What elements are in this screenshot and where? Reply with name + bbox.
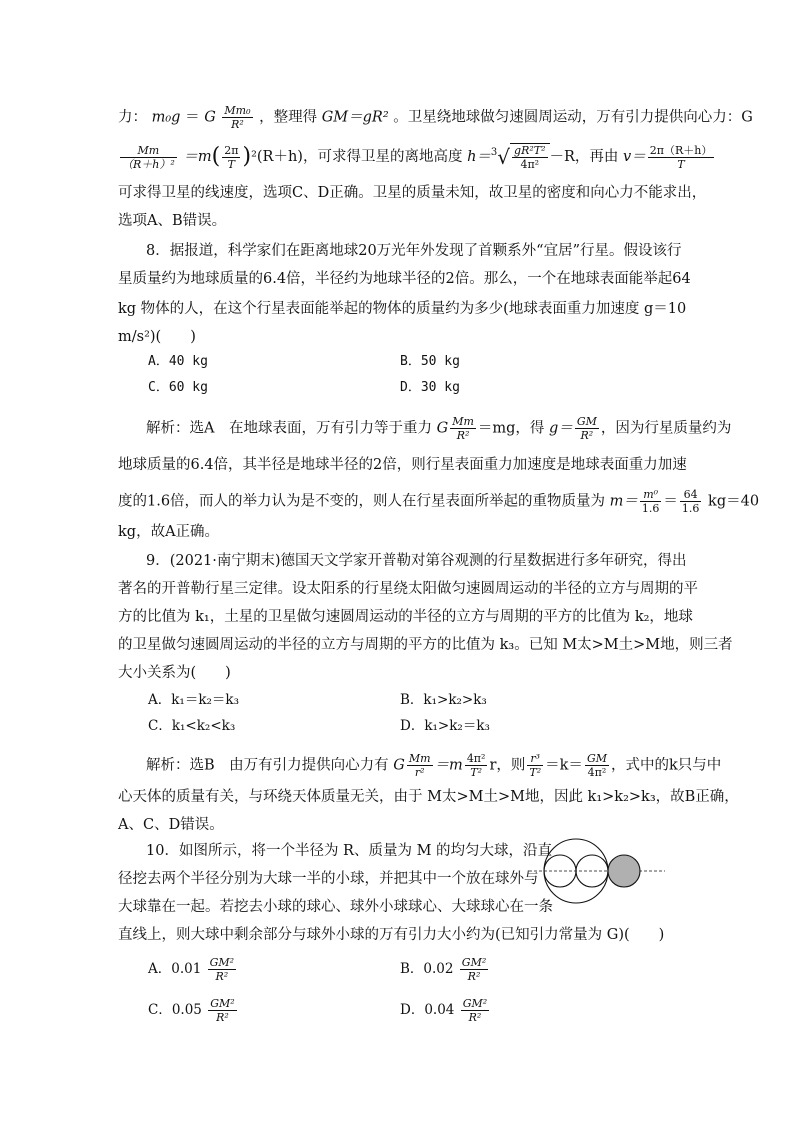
text: 度的1.6倍，而人的举力认为是不变的，则人在行星表面所举起的重物质量为 xyxy=(118,493,606,510)
q8-line-2: 星质量约为地球质量的6.4倍，半径约为地球半径的2倍。那么，一个在地球表面能举起64 xyxy=(118,271,691,287)
fraction-numerator: 64 xyxy=(680,488,702,502)
fraction xyxy=(527,752,543,779)
q10-option-b xyxy=(400,956,490,983)
fraction xyxy=(585,752,609,779)
text: ，因为行星质量约为 xyxy=(600,420,732,437)
text: ＝mg，得 xyxy=(477,420,545,437)
fraction-denominator: T² xyxy=(470,766,482,779)
q10-line-2: 径挖去两个半径分别为大球一半的小球，并把其中一个放在球外与 xyxy=(118,871,539,887)
fraction-numerator: m⁰ xyxy=(640,488,662,502)
option-value: D．0.04 xyxy=(400,1002,455,1018)
q10-option-d xyxy=(400,997,491,1024)
q8-solution-line-3 xyxy=(118,488,759,515)
q8-line-3: kg 物体的人，在这个行星表面能举起的物体的质量约为多少(地球表面重力加速度 g＝10 xyxy=(118,301,687,317)
q10-option-a xyxy=(148,956,238,983)
fraction-numerator: Mm₀ xyxy=(224,104,251,117)
text: ，式中的k只与中 xyxy=(611,757,722,774)
fraction xyxy=(640,488,662,515)
fraction-denominator: R² xyxy=(580,429,594,442)
fraction-denominator: T xyxy=(227,157,236,171)
text: ＝ xyxy=(663,493,678,510)
q8-solution-line-4: kg，故A正确。 xyxy=(118,524,220,540)
fraction xyxy=(208,956,236,983)
fraction-denominator: r² xyxy=(414,766,425,779)
root-sign: √ xyxy=(497,145,511,169)
fraction-denominator: R² xyxy=(216,1011,229,1024)
q9-line-5: 大小关系为( ) xyxy=(118,665,231,681)
text: ＝k＝ xyxy=(545,757,583,774)
fraction xyxy=(450,415,476,442)
fraction-denominator: R² xyxy=(468,1011,482,1024)
fraction-denominator: R² xyxy=(456,429,470,442)
fraction xyxy=(575,415,599,442)
text: ＝ xyxy=(185,109,200,126)
fraction-denominator: T xyxy=(677,157,685,171)
fraction-numerator: GM xyxy=(586,752,607,765)
fraction-numerator: 2π（R＋h） xyxy=(649,143,713,157)
q9-option-c: C．k₁<k₂<k₃ xyxy=(148,718,236,734)
fraction-numerator: Mm xyxy=(120,144,177,158)
formula-G: G xyxy=(204,109,216,126)
option-value: C．0.05 xyxy=(148,1002,202,1018)
q8-option-d: D．30 kg xyxy=(400,380,460,395)
option-value: A．0.01 xyxy=(148,961,202,977)
fraction xyxy=(648,144,715,171)
formula-G: G xyxy=(393,757,405,774)
q8-solution-line-2: 地球质量的6.4倍，其半径是地球半径的2倍，则行星表面重力加速度是地球表面重力加速 xyxy=(118,457,687,473)
text: ＝m xyxy=(434,757,463,774)
fraction xyxy=(680,488,702,515)
q9-solution-line-1 xyxy=(146,752,721,779)
fraction-denominator: 4π² xyxy=(587,766,607,779)
formula-m0g: m₀g xyxy=(151,109,181,126)
formula-G: G xyxy=(436,420,449,437)
q8-option-b: B．50 kg xyxy=(400,354,460,369)
q8-solution-line-1 xyxy=(146,415,731,442)
q9-solution-line-2: 心天体的质量有关，与环绕天体质量无关，由于 M太>M土>M地，因此 k₁>k₂>k₃，故B正确， xyxy=(118,789,739,805)
q9-option-a: A．k₁＝k₂＝k₃ xyxy=(148,692,240,708)
fraction-numerator: gR²T² xyxy=(514,144,546,157)
outside-small-sphere xyxy=(608,855,640,887)
fraction-denominator: 1.6 xyxy=(641,502,660,515)
q8-line-4: m/s²)( ) xyxy=(118,329,196,345)
q9-line-2: 著名的开普勒行星三定律。设太阳系的行星绕太阳做匀速圆周运动的半径的立方与周期的平 xyxy=(118,581,698,597)
q8-option-c: C．60 kg xyxy=(148,380,208,395)
fraction xyxy=(208,997,236,1024)
fraction-denominator: 1.6 xyxy=(681,502,700,515)
fraction xyxy=(465,752,488,779)
text: 。卫星绕地球做匀速圆周运动，万有引力提供向心力：G xyxy=(393,109,753,126)
text: 解析：选A 在地球表面，万有引力等于重力 xyxy=(146,420,432,437)
q10-line-3: 大球靠在一起。若挖去小球的球心、球外小球球心、大球球心在一条 xyxy=(118,899,553,915)
formula-m: m＝ xyxy=(609,493,638,510)
fraction-denominator: R² xyxy=(467,970,481,983)
text: －R，再由 xyxy=(549,149,619,165)
paren-right: ) xyxy=(242,144,252,169)
q9-line-4: 的卫星做匀速圆周运动的半径的立方与周期的平方的比值为 k₃。已知 M太>M土>M地，则三者 xyxy=(118,637,733,653)
text: kg＝40 xyxy=(708,493,760,510)
q10-line-1: 10．如图所示，将一个半径为 R、质量为 M 的均匀大球，沿直 xyxy=(146,843,553,859)
formula-g: g＝ xyxy=(549,420,573,437)
q10-option-c xyxy=(148,997,239,1024)
q9-line-1: 9．(2021·南宁期末)德国天文学家开普勒对第谷观测的行星数据进行多年研究，得出 xyxy=(146,553,687,569)
fraction-denominator: T² xyxy=(529,766,542,779)
formula-v: v＝ xyxy=(623,149,646,165)
fraction xyxy=(120,144,177,171)
fraction-denominator: 4π² xyxy=(520,158,540,171)
fraction-numerator: Mm xyxy=(452,415,474,428)
formula-GM: GM＝gR² xyxy=(321,109,389,126)
fraction-numerator: GM² xyxy=(461,956,487,969)
q10-line-4: 直线上，则大球中剩余部分与球外小球的万有引力大小约为(已知引力常量为 G)( ) xyxy=(118,927,665,943)
text: ＝m xyxy=(183,149,212,165)
fraction-numerator: 2π xyxy=(224,143,239,157)
p7-line-4: 选项A、B错误。 xyxy=(118,213,227,229)
sphere-figure xyxy=(527,836,667,906)
cube-root xyxy=(491,143,550,171)
fraction-numerator: 4π² xyxy=(466,752,486,765)
q9-solution-line-3: A、C、D错误。 xyxy=(118,817,224,833)
fraction-numerator: r³ xyxy=(527,752,543,766)
p7-line-1 xyxy=(118,104,753,131)
q9-option-d: D．k₁>k₂＝k₃ xyxy=(400,718,490,734)
fraction xyxy=(407,752,433,779)
root-body xyxy=(510,143,549,171)
p7-line-3: 可求得卫星的线速度，选项C、D正确。卫星的质量未知，故卫星的密度和向心力不能求出， xyxy=(118,185,707,201)
q8-option-a: A．40 kg xyxy=(148,354,208,369)
paren-left: ( xyxy=(211,144,221,169)
fraction-numerator: GM² xyxy=(210,997,235,1010)
fraction-numerator: Mm xyxy=(408,752,431,765)
fraction-denominator: （R＋h）² xyxy=(122,157,175,171)
text: r，则 xyxy=(489,757,526,774)
text: 解析：选B 由万有引力提供向心力有 xyxy=(146,757,389,774)
p7-line-2 xyxy=(118,143,716,171)
fraction xyxy=(460,956,488,983)
q9-option-b: B．k₁>k₂>k₃ xyxy=(400,692,487,708)
fraction xyxy=(222,144,240,171)
text: ²(R＋h)，可求得卫星的离地高度 xyxy=(251,149,463,165)
q8-line-1: 8．据报道，科学家们在距离地球20万光年外发现了首颗系外“宜居”行星。假设该行 xyxy=(146,243,682,259)
formula-h: h＝ xyxy=(467,149,491,165)
fraction xyxy=(222,104,252,131)
text: ，整理得 xyxy=(259,109,318,126)
fraction xyxy=(512,144,547,171)
fraction-numerator: GM² xyxy=(209,956,235,969)
root-index: 3 xyxy=(490,147,498,158)
fraction-denominator: R² xyxy=(231,118,244,131)
text: 力： xyxy=(118,109,147,126)
fraction xyxy=(461,997,489,1024)
fraction-numerator: GM² xyxy=(462,997,488,1010)
q9-line-3: 方的比值为 k₁，土星的卫星做匀速圆周运动的半径的立方与周期的平方的比值为 k₂，地球 xyxy=(118,609,693,625)
option-value: B．0.02 xyxy=(400,961,454,977)
fraction-denominator: R² xyxy=(215,970,229,983)
fraction-numerator: GM xyxy=(576,415,597,428)
